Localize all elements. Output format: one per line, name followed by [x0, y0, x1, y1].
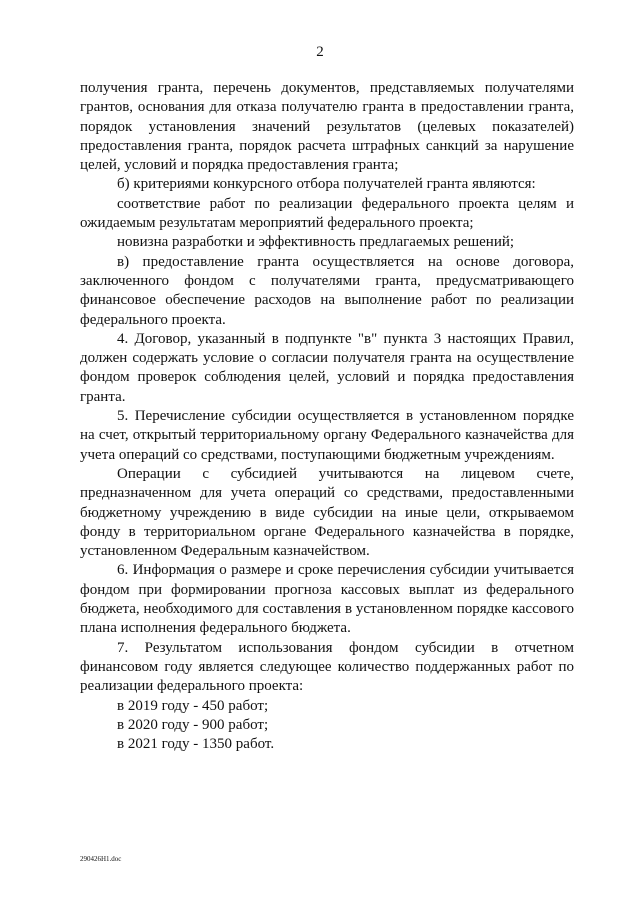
page-number: 2: [316, 44, 324, 60]
paragraph: 5. Перечисление субсидии осуществляется в установленном порядке на счет, открытый территориальному органу Федерального казначейства для учета операций со средствами, поступающими бюджетным учреждениям.: [80, 408, 574, 463]
document-body: [80, 79, 574, 754]
paragraph: 7. Результатом использования фондом субсидии в отчетном финансовом году является следующее количество поддержанных работ по реализации федерального проекта:: [80, 639, 574, 695]
list-item: в 2021 году - 1350 работ.: [117, 736, 275, 753]
paragraph: 4. Договор, указанный в подпункте "в" пункта 3 настоящих Правил, должен содержать условие о согласии получателя гранта на осуществление фондом проверок соблюдения целей, условий и порядка предоставления гранта.: [80, 330, 574, 405]
paragraph: соответствие работ по реализации федерального проекта целям и ожидаемым результатам мероприятий федерального проекта;: [80, 195, 574, 232]
list-item: в 2019 году - 450 работ;: [117, 697, 269, 714]
paragraph: б) критериями конкурсного отбора получателей гранта являются:: [117, 176, 536, 193]
paragraph: в) предоставление гранта осуществляется на основе договора, заключенного фондом с получателями гранта, предусматривающего финансовое обеспечение расходов на выполнение работ по реализации федерального проекта.: [80, 253, 574, 328]
paragraph: Операции с субсидией учитываются на лицевом счете, предназначенном для учета операций со средствами, предоставленными бюджетному учреждению в виде субсидии на иные цели, открываемом фонду в территориальном органе Федерального казначейства в порядке, установленном Федеральным казначейством.: [80, 465, 574, 560]
list-item: в 2020 году - 900 работ;: [117, 716, 269, 733]
document-file-code: 290426H1.doc: [80, 855, 122, 863]
paragraph: новизна разработки и эффективность предлагаемых решений;: [117, 234, 515, 251]
paragraph: получения гранта, перечень документов, представляемых получателями грантов, основания для отказа получателю гранта в предоставлении гранта, порядок установления значений результатов (целевых показателей) предоставления гранта, порядок расчета штрафных санкций за нарушение целей, условий и порядка предоставления гранта;: [80, 80, 574, 174]
paragraph: 6. Информация о размере и сроке перечисления субсидии учитывается фондом при формировании прогноза кассовых выплат из федерального бюджета, необходимого для составления в установленном порядке кассового плана исполнения федерального бюджета.: [80, 562, 574, 637]
